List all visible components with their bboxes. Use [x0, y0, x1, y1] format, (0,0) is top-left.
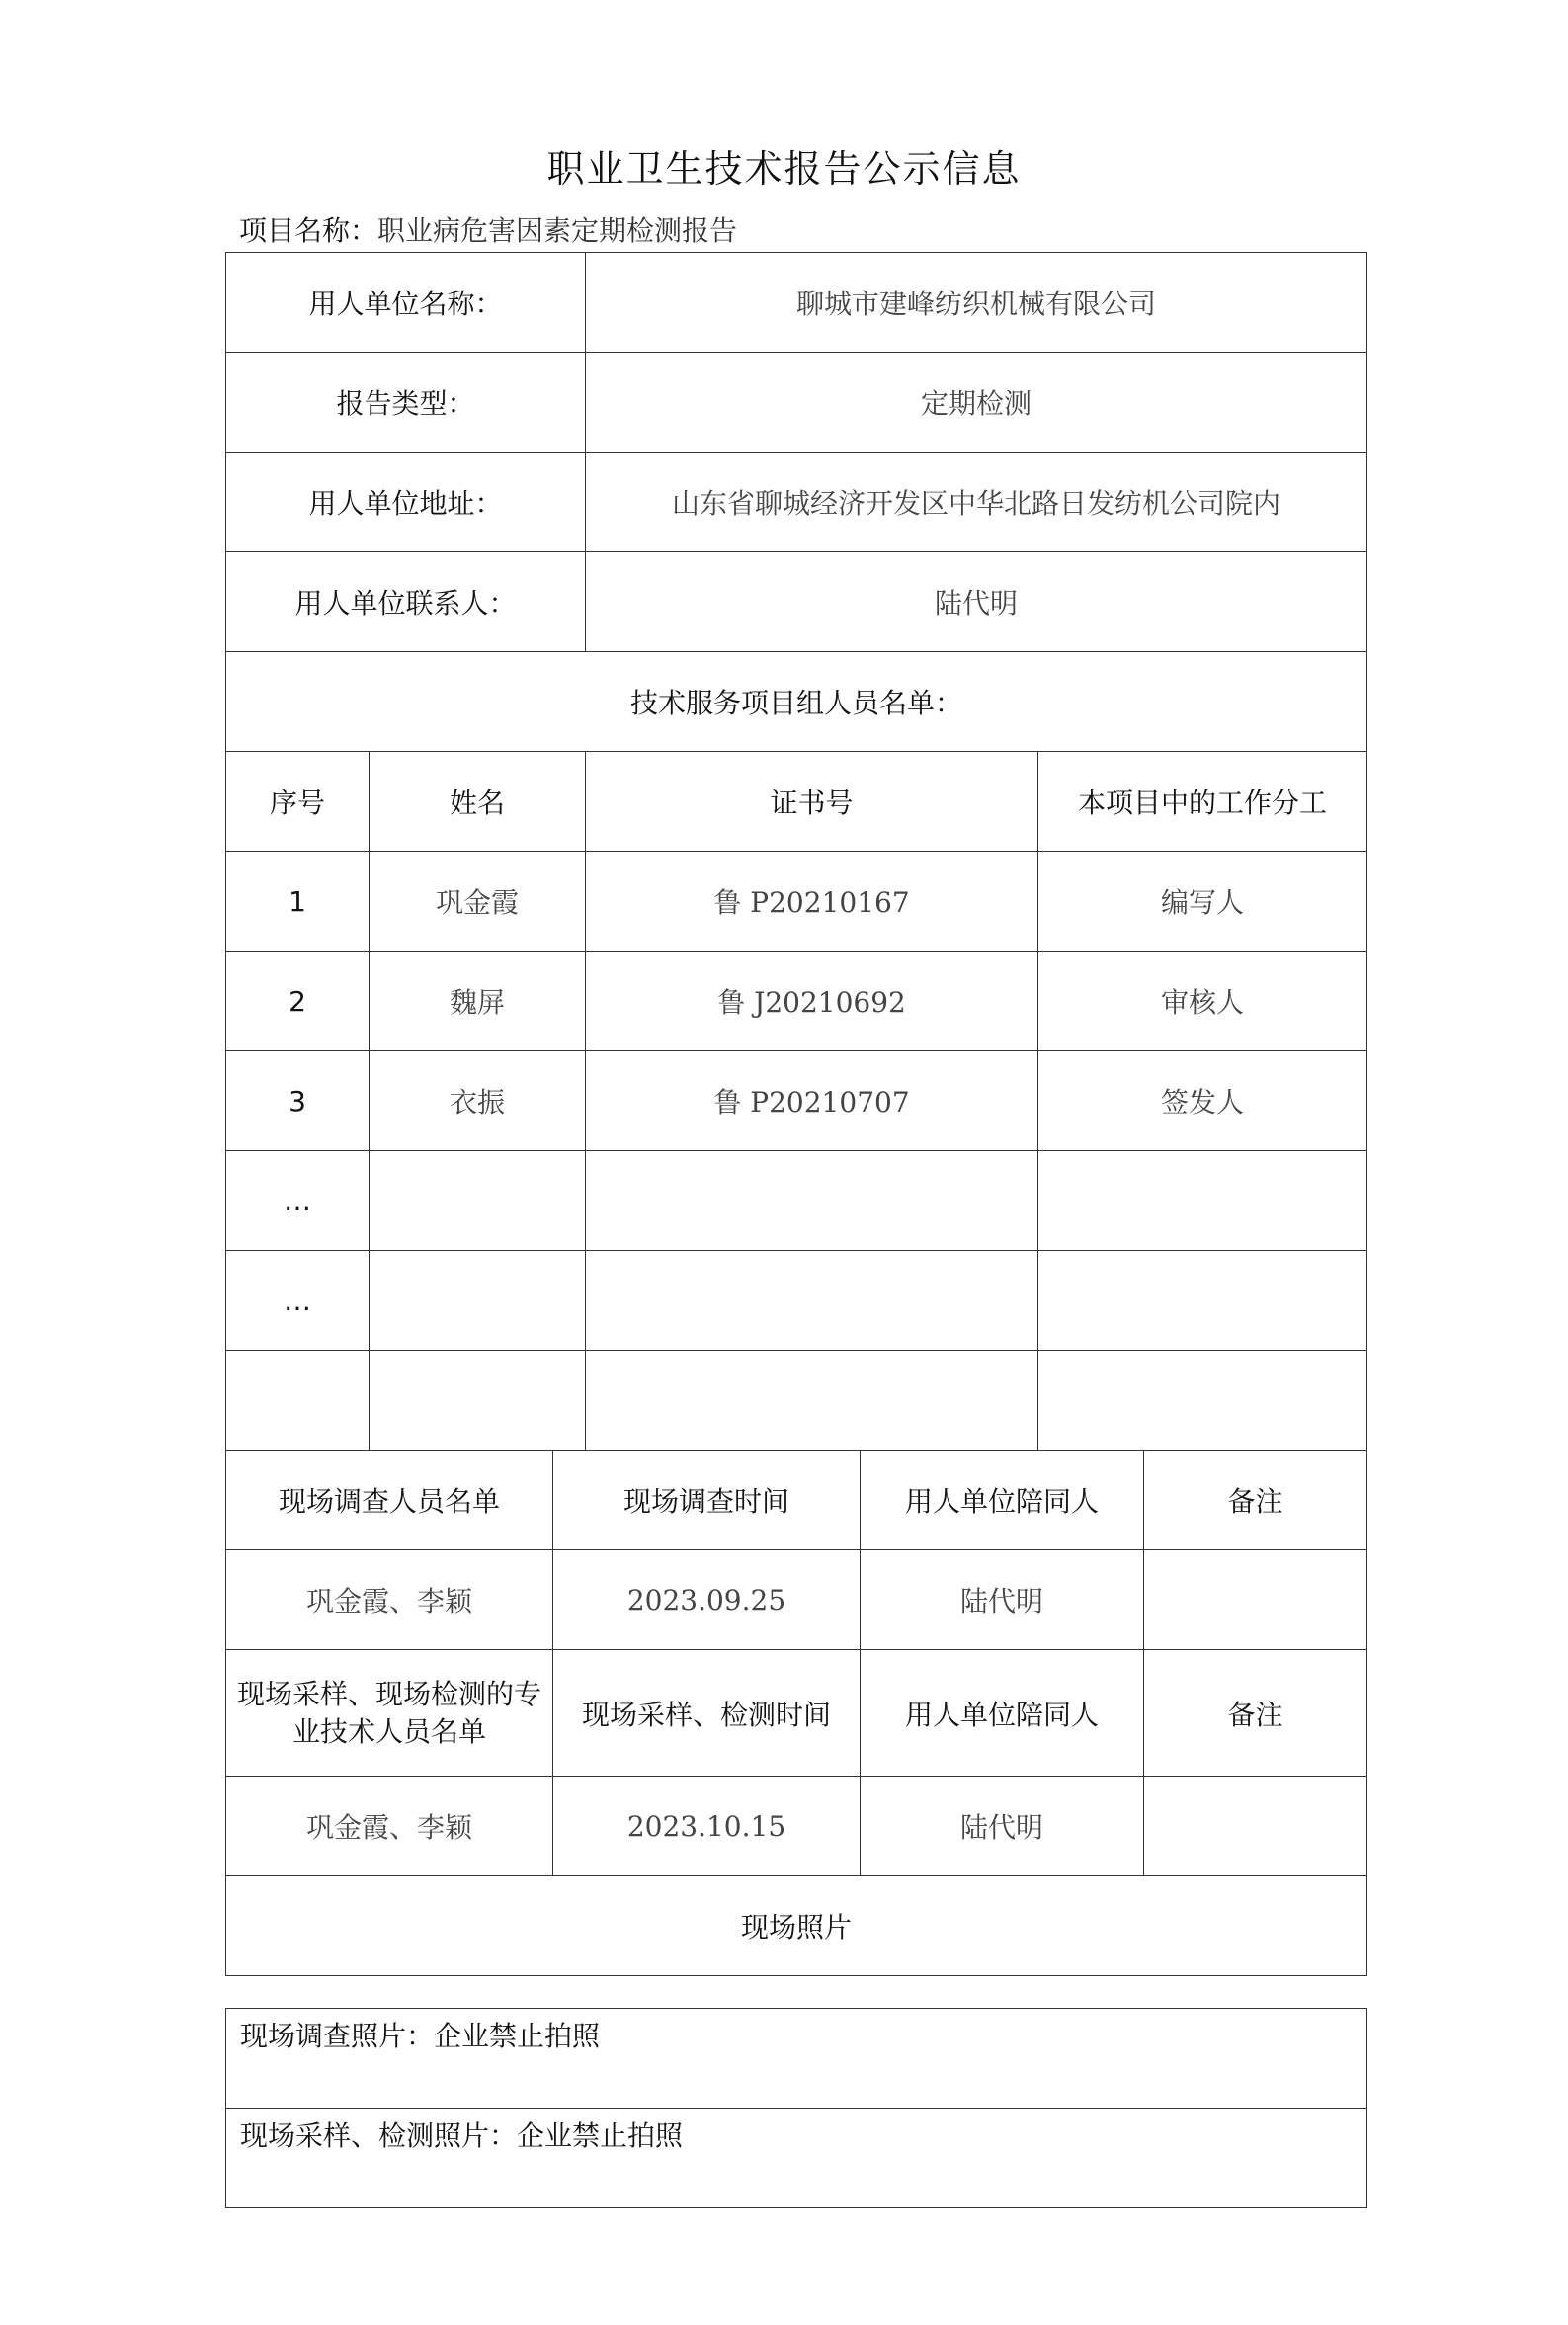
table-row: [226, 952, 1367, 1051]
team-header-row: [226, 752, 1367, 852]
column-header: 姓名: [370, 752, 586, 852]
member-role: [1038, 1151, 1367, 1251]
member-name: 魏屏: [370, 952, 586, 1051]
column-header: 现场调查时间: [553, 1451, 861, 1550]
member-name: 衣振: [370, 1051, 586, 1151]
row-number: [226, 1351, 370, 1451]
column-header: 本项目中的工作分工: [1038, 752, 1367, 852]
team-heading: 技术服务项目组人员名单：: [226, 652, 1367, 752]
survey-people: 巩金霞、李颖: [226, 1550, 553, 1650]
photos-heading: 现场照片: [226, 1876, 1367, 1976]
member-role: [1038, 1351, 1367, 1451]
row-number: 1: [226, 852, 370, 952]
member-cert: [586, 1351, 1038, 1451]
column-header: 序号: [226, 752, 370, 852]
photo-value: 企业禁止拍照: [434, 2020, 601, 2052]
table-row: [226, 1550, 1367, 1650]
info-label: 用人单位地址：: [226, 453, 586, 552]
photo-value: 企业禁止拍照: [517, 2119, 684, 2152]
field-table: [225, 1450, 1367, 1976]
info-row: [226, 552, 1367, 652]
info-label: 用人单位名称：: [226, 253, 586, 353]
project-value: 职业病危害因素定期检测报告: [377, 214, 738, 247]
member-cert: 鲁 J20210692: [586, 952, 1038, 1051]
row-number: 3: [226, 1051, 370, 1151]
sampling-escort: 陆代明: [861, 1777, 1144, 1876]
member-cert: 鲁 P20210707: [586, 1051, 1038, 1151]
page-title: 职业卫生技术报告公示信息: [546, 147, 1022, 191]
photo-entry: [226, 2109, 1367, 2208]
column-header: 现场调查人员名单: [226, 1451, 553, 1550]
row-number: 2: [226, 952, 370, 1051]
sampling-header-row: [226, 1650, 1367, 1777]
table-row: [226, 1151, 1367, 1251]
member-name: 巩金霞: [370, 852, 586, 952]
photo-label: 现场采样、检测照片：: [240, 2119, 518, 2152]
info-label: 用人单位联系人：: [226, 552, 586, 652]
photos-heading-row: [226, 1876, 1367, 1976]
sampling-date: 2023.10.15: [553, 1777, 861, 1876]
sampling-note: [1144, 1777, 1367, 1876]
column-header: 现场采样、检测时间: [553, 1650, 861, 1777]
row-number: …: [226, 1251, 370, 1351]
member-name: [370, 1251, 586, 1351]
column-header: 用人单位陪同人: [861, 1451, 1144, 1550]
table-row: [226, 1777, 1367, 1876]
row-number: …: [226, 1151, 370, 1251]
info-value: 聊城市建峰纺织机械有限公司: [586, 253, 1367, 353]
info-value: 山东省聊城经济开发区中华北路日发纺机公司院内: [586, 453, 1367, 552]
sampling-people: 巩金霞、李颖: [226, 1777, 553, 1876]
project-name: [239, 209, 737, 249]
table-row: [226, 1251, 1367, 1351]
member-role: [1038, 1251, 1367, 1351]
info-row: [226, 253, 1367, 353]
info-row: [226, 453, 1367, 552]
survey-note: [1144, 1550, 1367, 1650]
info-value: 陆代明: [586, 552, 1367, 652]
info-label: 报告类型：: [226, 353, 586, 453]
member-cert: 鲁 P20210167: [586, 852, 1038, 952]
member-cert: [586, 1151, 1038, 1251]
member-name: [370, 1151, 586, 1251]
photo-entry: [226, 2009, 1367, 2109]
photos-table: [225, 2008, 1367, 2208]
survey-escort: 陆代明: [861, 1550, 1144, 1650]
member-cert: [586, 1251, 1038, 1351]
info-value: 定期检测: [586, 353, 1367, 453]
photo-row: [226, 2109, 1367, 2208]
column-header: 备注: [1144, 1650, 1367, 1777]
member-role: 审核人: [1038, 952, 1367, 1051]
member-name: [370, 1351, 586, 1451]
table-row: [226, 1351, 1367, 1451]
table-row: [226, 852, 1367, 952]
column-header: 备注: [1144, 1451, 1367, 1550]
column-header: 用人单位陪同人: [861, 1650, 1144, 1777]
photo-row: [226, 2009, 1367, 2109]
member-role: 编写人: [1038, 852, 1367, 952]
photo-label: 现场调查照片：: [240, 2020, 435, 2052]
info-row: [226, 353, 1367, 453]
column-header: 现场采样、现场检测的专业技术人员名单: [226, 1650, 553, 1777]
survey-date: 2023.09.25: [553, 1550, 861, 1650]
table-row: [226, 1051, 1367, 1151]
column-header: 证书号: [586, 752, 1038, 852]
info-table: [225, 252, 1367, 1451]
team-heading-row: [226, 652, 1367, 752]
survey-header-row: [226, 1451, 1367, 1550]
member-role: 签发人: [1038, 1051, 1367, 1151]
project-label: 项目名称：: [239, 214, 378, 247]
